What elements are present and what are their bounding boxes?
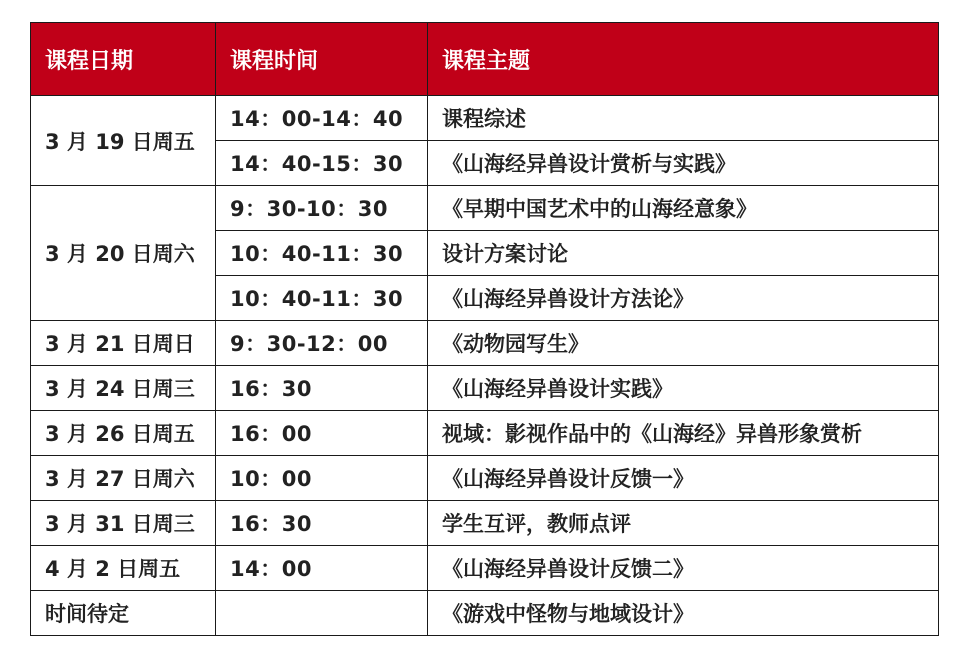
course-topic-cell: 设计方案讨论 [428,231,939,276]
course-date-cell: 3 月 27 日周六 [31,456,216,501]
table-row [31,546,939,591]
course-time-cell: 14：00-14：40 [216,96,428,141]
course-topic-cell: 《山海经异兽设计方法论》 [428,276,939,321]
course-topic-cell: 《动物园写生》 [428,321,939,366]
course-time-cell: 14：40-15：30 [216,141,428,186]
course-time-cell: 16：30 [216,366,428,411]
course-date-cell: 3 月 26 日周五 [31,411,216,456]
header-row [31,23,939,96]
course-time-cell: 14：00 [216,546,428,591]
course-topic-cell: 《游戏中怪物与地域设计》 [428,591,939,636]
table-row [31,321,939,366]
course-topic-cell: 《山海经异兽设计反馈一》 [428,456,939,501]
table-row [31,96,939,141]
table-row [31,186,939,231]
course-date-cell: 3 月 24 日周三 [31,366,216,411]
course-date-cell: 4 月 2 日周五 [31,546,216,591]
course-topic-cell: 学生互评，教师点评 [428,501,939,546]
course-topic-cell: 课程综述 [428,96,939,141]
course-time-cell [216,591,428,636]
course-date-cell: 时间待定 [31,591,216,636]
course-time-cell: 10：40-11：30 [216,231,428,276]
course-time-cell: 16：30 [216,501,428,546]
table-header [31,23,939,96]
course-time-cell: 16：00 [216,411,428,456]
course-date-cell: 3 月 21 日周日 [31,321,216,366]
table-row [31,456,939,501]
header-course-date: 课程日期 [31,23,216,96]
table-body [31,96,939,636]
course-time-cell: 10：00 [216,456,428,501]
header-course-topic: 课程主题 [428,23,939,96]
course-topic-cell: 《山海经异兽设计反馈二》 [428,546,939,591]
table-row [31,366,939,411]
course-date-cell: 3 月 20 日周六 [31,186,216,321]
course-topic-cell: 《早期中国艺术中的山海经意象》 [428,186,939,231]
course-time-cell: 10：40-11：30 [216,276,428,321]
course-date-cell: 3 月 31 日周三 [31,501,216,546]
course-time-cell: 9：30-10：30 [216,186,428,231]
table-row [31,411,939,456]
course-topic-cell: 《山海经异兽设计赏析与实践》 [428,141,939,186]
course-topic-cell: 视域：影视作品中的《山海经》异兽形象赏析 [428,411,939,456]
course-schedule-table [30,22,939,636]
table-row [31,501,939,546]
header-course-time: 课程时间 [216,23,428,96]
table-row [31,591,939,636]
course-topic-cell: 《山海经异兽设计实践》 [428,366,939,411]
course-time-cell: 9：30-12：00 [216,321,428,366]
course-date-cell: 3 月 19 日周五 [31,96,216,186]
